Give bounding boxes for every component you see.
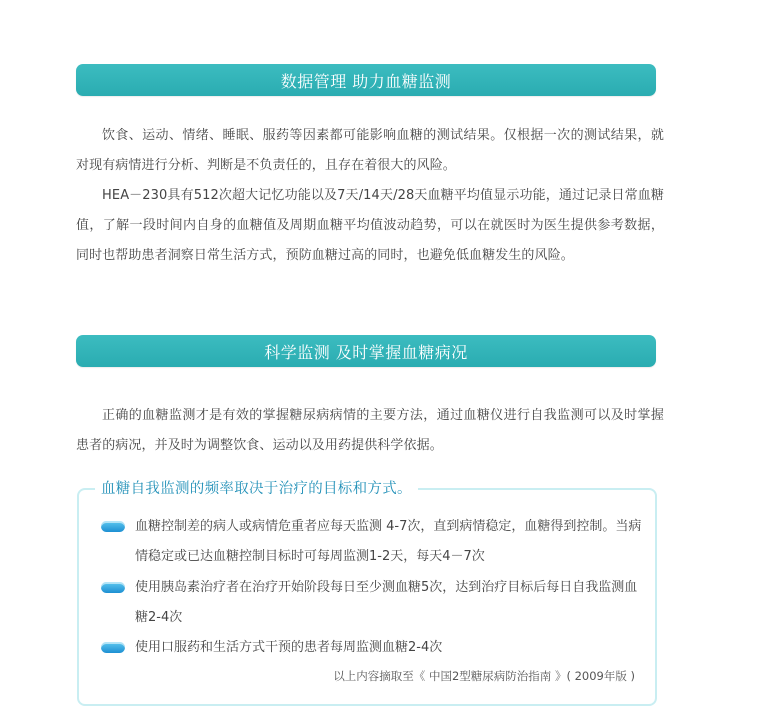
device-feature-paragraph: HEA－230具有512次超大记忆功能以及7天/14天/28天血糖平均值显示功能，通过记录日常血糖值，了解一段时间内自身的血糖值及周期血糖平均值波动趋势，可以在就医时为医生提供参考数据，同时也帮助患者洞察日常生活方式，预防血糖过高的同时，也避免低血糖发生的风险。 [76,188,664,263]
box-title: 血糖自我监测的频率取决于治疗的目标和方式。 [95,479,418,499]
list-item-text: 使用口服药和生活方式干预的患者每周监测血糖2-4次 [135,640,443,655]
section-banner-data-management [76,64,656,96]
section-banner-scientific-monitoring [76,335,656,367]
source-citation: 以上内容摘取至《 中国2型糖尿病防治指南 》( 2009年版 ) [333,669,635,683]
pill-bullet-icon [101,521,125,532]
pill-bullet-icon [101,642,125,653]
list-item-text: 血糖控制差的病人或病情危重者应每天监测 4-7次，直到病情稳定，血糖得到控制。当病情稳定或已达血糖控制目标时可每周监测1-2天，每天4－7次 [135,519,642,564]
pill-bullet-icon [101,582,125,593]
section-banner-title: 数据管理 助力血糖监测 [280,71,452,91]
monitoring-frequency-box [77,481,657,706]
section-banner-title: 科学监测 及时掌握血糖病况 [264,342,468,362]
list-item-text: 使用胰岛素治疗者在治疗开始阶段每日至少测血糖5次，达到治疗目标后每日自我监测血糖2-4次 [135,580,638,625]
monitoring-paragraph: 正确的血糖监测才是有效的掌握糖尿病病情的主要方法，通过血糖仪进行自我监测可以及时掌握患者的病况，并及时为调整饮食、运动以及用药提供科学依据。 [76,408,664,453]
intro-paragraph: 饮食、运动、情绪、睡眠、服药等因素都可能影响血糖的测试结果。仅根据一次的测试结果，就对现有病情进行分析、判断是不负责任的，且存在着很大的风险。 [76,128,664,173]
